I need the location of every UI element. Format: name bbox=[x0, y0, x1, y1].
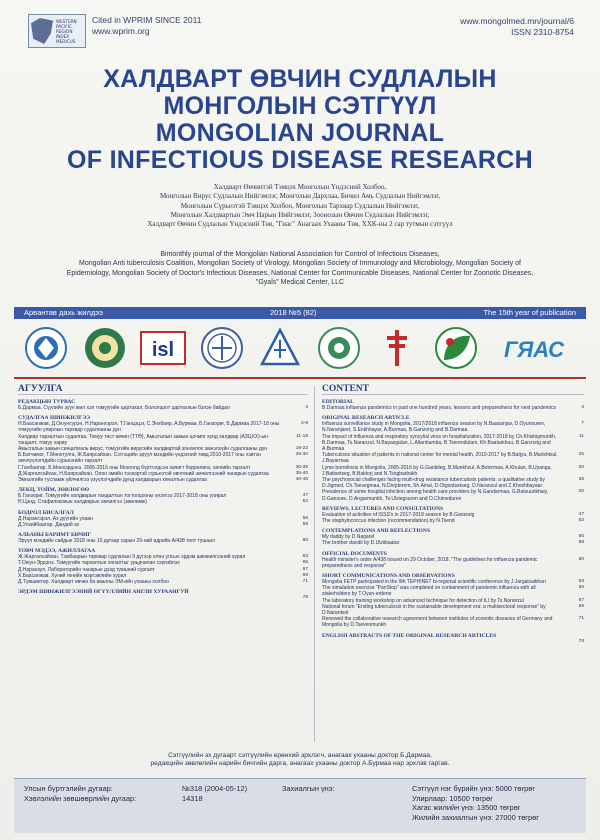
cited-info bbox=[92, 15, 201, 37]
toc-section-title: CONTEMPLATIONS AND REFLECTIONS bbox=[322, 528, 431, 535]
gyals-logo-text: ГЯАС bbox=[504, 337, 564, 362]
cited-text: Cited in WPRIM SINCE 2011 bbox=[92, 15, 202, 25]
toc-entry-title: Mongolia FETP participated in the 9th TEPHINET bi-regional scientific conference by J.Jargalsaikhan bbox=[322, 579, 546, 586]
sponsors-mn bbox=[40, 183, 560, 229]
toc-entry[interactable] bbox=[322, 639, 584, 645]
toc-entry[interactable] bbox=[322, 557, 584, 569]
toc-entry-page: 3 bbox=[581, 405, 584, 410]
toc-entry-title: Г.Ганбаатар, Б.Мөнхэрдэнэ. 2005-2016 оны Монголд бүртгэгдсэн хачигт боррелиоз, хачгийн тархалт bbox=[18, 464, 251, 471]
toc-entry[interactable] bbox=[322, 616, 584, 628]
price-list bbox=[412, 784, 539, 822]
cited-url[interactable]: www.wprim.org bbox=[92, 26, 150, 36]
wprim-logo-line: REGION bbox=[56, 28, 73, 34]
toc-entry-page: 11-18 bbox=[296, 433, 308, 439]
toc-entry[interactable] bbox=[322, 405, 584, 411]
registration-label: Улсын бүртгэлийн дугаар: bbox=[24, 784, 113, 793]
toc-section-title: REVIEWS, LECTURES AND CONSULTATIONS bbox=[322, 505, 444, 512]
wprim-logo-line: PACIFIC bbox=[56, 23, 72, 29]
footer-info bbox=[14, 778, 586, 833]
toc-entry-title: Д.Наранзул. Лабораторийн чанарын дээд түвшний сургалт bbox=[18, 566, 155, 573]
sponsors-en bbox=[30, 250, 570, 287]
anti-tb-logo bbox=[254, 325, 306, 371]
toc-entry-title: Lyme borreliosis in Mongolia, 2005-2016 by G.Ganbileg, B.Munkhzul, A.Bolormaa, A.Khulan, B.Uyanga, J.Battsetseg, B.Baldorj and N.Tsogbadrakh bbox=[322, 464, 552, 477]
toc-entry-page: 2-8 bbox=[301, 421, 308, 427]
toc-entry[interactable] bbox=[18, 579, 308, 585]
toc-entry[interactable] bbox=[322, 604, 584, 616]
toc-entry-title: Б.Батчимэг, Т.Мөнхтулга, Ж.Баярсайхан. Сэтгэцийн эрүүл мэндийн үндэсний төвд 2010-2017 оны хэвтэн эмчлүүлэгчдийн сүрьеэгийн тархалт bbox=[18, 452, 262, 465]
toc-entry-title: Renewed the collaborative research agreement between institutes of zoonotic diseases of Germany and Mongolia by D.Tsevenmunkh bbox=[322, 616, 553, 629]
price-item: Улирлаар: 10500 төгрөг bbox=[412, 793, 493, 803]
toc-entry-page: 47 bbox=[302, 493, 308, 499]
mongolian-association-logo bbox=[20, 325, 72, 371]
toc-entry-page: 40 bbox=[578, 489, 584, 495]
toc-entry-page: 63 bbox=[302, 554, 308, 560]
toc-section-title: СУДАЛГАА ШИНЖИЛГЭЭ bbox=[18, 415, 91, 422]
toc-section-title: OFFICIAL DOCUMENTS bbox=[322, 550, 387, 557]
toc-heading: АГУУЛГА bbox=[18, 384, 308, 395]
editors-note-line: редакцийн зөвлөлийн нарийн бичгийн дарга, анагаах ухааны доктор А.Бурмаа нар эрхлэв гаргав. bbox=[150, 760, 450, 768]
toc-section-title: EDITORIAL bbox=[322, 399, 354, 405]
toc-entry-page: 65 bbox=[302, 560, 308, 566]
virology-society-logo bbox=[79, 325, 131, 371]
toc-entry-page: 35 bbox=[578, 477, 584, 483]
sponsor-line: Халдварт Өвчинтэй Тэмцэх Монголын Үндэсний Холбоо, bbox=[213, 183, 387, 191]
toc-entry[interactable] bbox=[322, 585, 584, 597]
toc-entry-title bbox=[322, 639, 564, 645]
toc-entry-title: Health minister's order A/438 issued on 29 October, 2018. "The guidelines for influenza pandemic preparedness and response" bbox=[322, 556, 538, 569]
toc-entry-title: Д.Нарангэрэл. Ах дүүгийн ухаан bbox=[18, 515, 93, 522]
title-line: OF INFECTIOUS DISEASE RESEARCH bbox=[67, 146, 533, 174]
price-item: Жилийн захиалгын үнэ: 27000 төгрөг bbox=[412, 812, 539, 822]
toc-section-title: БОДРОЛ БИСАЛГАЛ bbox=[18, 509, 74, 516]
toc-entry-title: My daddy by D.Nagarel bbox=[322, 534, 375, 541]
subscription-label: Захиалгын үнэ: bbox=[282, 784, 335, 793]
toc-entry-title: Tuberculosis situation of patients in national center for mental health, 2010-2017 by B.Batjya, B.Munkhtsul, J.Bayarmaa bbox=[322, 452, 558, 465]
toc-entry-title: Б.Дармаа. Сүүлийн зуун жил хэл томуугийн цартахал, Бололцоот цартахлын бэлэн байдал bbox=[18, 405, 230, 411]
toc-entry[interactable] bbox=[322, 477, 584, 489]
toc-entry-title: Халдвар тархалтын судалгаа, Томуу төст өвчин (ТТӨ), Амьсгалын замын цочмог хүнд халдвар (АЗЦХХ)-ын тандалт, томуу хариу bbox=[18, 433, 268, 446]
toc-entry-page: 65 bbox=[578, 585, 584, 591]
toc-entry-title: Influenza surveillance study in Mongolia, 2017/2018 influenza season by N.Baasanjav, D.Oyunsuren, N.Naranjarel, S.Enkhbayar, A.Burmaa, B.Ganzorig and B.Darmaa bbox=[322, 421, 546, 434]
toc-entry[interactable] bbox=[18, 434, 308, 446]
toc-entry-page: 11 bbox=[579, 433, 584, 439]
toc-entry-title: Эмнэлгийн тусламж үйлчилгээ үзүүлэгчдийн дунд халдварын хяналтын судалгаа bbox=[18, 477, 207, 484]
toc-entry-page: 7 bbox=[581, 421, 584, 427]
toc-entry[interactable] bbox=[322, 434, 584, 453]
biblio-line: Epidemiology, Mongolian Society of Doctor's Infectious Diseases, National Center for Communicable Diseases, National Center for Zoonotic Diseases, bbox=[66, 269, 534, 277]
toc-entry-title: The simulation exercise "PanStop" was completed on containment of pandemic influenza with all stakeholders by T.Oyun-erdene bbox=[322, 585, 536, 598]
toc-entry-page: 30 bbox=[578, 464, 584, 470]
toc-entry-page: 52 bbox=[578, 518, 584, 524]
toc-entry-title: B.Darmaa Influenza pandemics in past one hundred years, lessons and preparedness for next pandemics bbox=[322, 405, 557, 411]
toc-entry-page: 3 bbox=[305, 405, 308, 410]
red-cross-logo bbox=[371, 325, 423, 371]
wprim-logo-line: INDEX bbox=[56, 33, 70, 39]
toc-section-title: ТОВЧ МЭДЭЭ, АЖИЛЛАГАА bbox=[18, 548, 96, 555]
toc-entry[interactable] bbox=[18, 477, 308, 483]
toc-entry-title: The brother dandil by D.Ulziibaatar bbox=[322, 540, 400, 547]
issn: ISSN 2310-8754 bbox=[511, 27, 574, 37]
toc-entry-page: 78 bbox=[302, 595, 308, 601]
issue-number: 2018 №5 (82) bbox=[270, 308, 317, 317]
biblio-line: Mongolian Anti tuberculosis Coalition, Mongolian Society of Virology, Mongolian Society of Immunology and Microbiology, Mongolian Society of bbox=[78, 260, 522, 268]
toc-entry-page: 25-30 bbox=[295, 452, 308, 458]
toc-entry-title: Д.Улзийбаатар. Дандий ах bbox=[18, 521, 80, 528]
toc-entry-page: 58 bbox=[302, 521, 308, 527]
toc-entry[interactable] bbox=[18, 499, 308, 505]
wprim-logo bbox=[28, 14, 86, 48]
partner-logos bbox=[14, 322, 586, 374]
toc-heading: CONTENT bbox=[322, 384, 584, 395]
journal-title bbox=[0, 66, 600, 174]
toc-entry-page: 69 bbox=[302, 572, 308, 578]
toc-entry[interactable] bbox=[18, 538, 308, 544]
certificate-value: 14318 bbox=[182, 793, 203, 803]
toc-entry-title: The psychosocial challenges facing multi-drug resistance tuberculosis patients: a qualitative study by D.Jigmed, Ch.Tsevegmaa, N.Dorjderem, Sh.Ainai, D.Otgontsetseg, D.Naranzul and Z.Khoshbayaar bbox=[322, 477, 545, 490]
toc-entry[interactable] bbox=[322, 489, 584, 501]
toc-entry-title: Т.Оюун-Эрдэнэ. Томуугийн тархалтын хяналтыг урьдчилан сэргийлэх bbox=[18, 560, 180, 567]
toc-entry-title: Эрүүл мэндийн сайдын 2018 оны 10 дугаар сарын 29-ний өдрийн А/438 тоот тушаал bbox=[18, 538, 215, 545]
sponsor-line: Монголын Халдвартын Эмч Нарын Нийгэмлэг, Зоонозын Өвчин Судлалын Нийгэмлэг, bbox=[170, 210, 430, 219]
toc-entry-page: 47 bbox=[578, 511, 584, 517]
sponsor-line: Монголын Сүрьеэтэй Тэмцэх Холбоо, Монголын Тархвар Судлалын Нийгэмлэг, bbox=[180, 201, 420, 210]
toc-entry-title: The impact of influenza and respiratory syncytial virus on hospitalization, 2017-2018 by Ch.Khishigmunkh, B.Darmaa, Ts.Naranzul, N.Bayasgalan, L.Altanbumba, B.Tserendulam, Kh.Baatarkhuu, B.Ganzorig and A.Burmaa bbox=[322, 433, 557, 453]
toc-entry[interactable] bbox=[322, 540, 584, 546]
toc-entry-page: 60 bbox=[578, 556, 584, 562]
immunology-society-logo bbox=[196, 325, 248, 371]
publication-year-label: The 15th year of publication bbox=[483, 308, 576, 317]
toc-entry-page: 35-40 bbox=[295, 470, 308, 476]
price-item: Хагас жилийн үнэ: 13500 төгрөг bbox=[412, 803, 521, 812]
toc-entry[interactable] bbox=[18, 595, 308, 601]
toc-entry-page: 56 bbox=[578, 534, 584, 540]
toc-entry[interactable] bbox=[18, 421, 308, 433]
toc-entry-page: 56 bbox=[302, 515, 308, 521]
toc-entry-page: 52 bbox=[302, 499, 308, 505]
toc-entry-page: 60 bbox=[302, 538, 308, 544]
editors-note-line: Сэтгүүлийн эх дугаарт сэтгүүлийн ерөнхий эрхлэгч, анагаах ухааны доктор Б.Дармаа, bbox=[168, 752, 432, 759]
biblio-line: "Gyals" Medical Center, LLC bbox=[255, 278, 345, 286]
toc-entry-page: 30-35 bbox=[295, 464, 308, 470]
title-line: MONGOLIAN JOURNAL bbox=[155, 119, 445, 147]
title-line: МОНГОЛЫН СЭТГҮҮЛ bbox=[163, 92, 437, 120]
registration-labels bbox=[24, 784, 136, 803]
certificate-label: Хэвлэлийн зөвшөөрлийн дугаар: bbox=[24, 793, 137, 803]
toc-entry-page: 58 bbox=[578, 540, 584, 546]
toc-entry-title: Evaluation of activities of ISSS's in 2017-2018 season by B.Ganzorig bbox=[322, 511, 475, 518]
toc-section-title: АЛБАНЫ БАРИМТ БИЧИГ bbox=[18, 532, 92, 539]
toc-entry-page: 40-46 bbox=[295, 477, 308, 483]
toc-section-title: SHORT COMMUNICATIONS AND OBSERVATIONS bbox=[322, 573, 455, 580]
toc-entry-page: 63 bbox=[578, 579, 584, 585]
toc-entry-title: Д.Түвшинтөр. Халдварт өвчин ба амьтны ЭМ-ийн ухааны холбоо bbox=[18, 579, 169, 586]
registration-values bbox=[182, 784, 247, 803]
toc-entry-title: Б.Ганзориг. Томуугийн халдварын тандалтын тогтолцооны үнэлгээ 2017-2018 оны улирал bbox=[18, 493, 227, 500]
toc-entry-page: 67 bbox=[578, 597, 584, 603]
toc-entry-title: The staphylococcus infection (recommendation) by N.Tsend bbox=[322, 518, 455, 525]
toc-entry[interactable] bbox=[18, 522, 308, 528]
toc-section-title: ЭРДЭМ ШИНЖИЛГЭЭНИЙ ӨГҮҮЛЛИЙН АНГЛИ ХУРААНГУЙ bbox=[18, 589, 189, 596]
toc-section-title: ЛЕКЦ, ТОЙМ, ЗӨВЛӨГӨӨ bbox=[18, 487, 90, 494]
toc-section-title: РЕДАКЦЫН ТУРВАС bbox=[18, 399, 76, 405]
price-item: Сэтгүүл нэг бүрийн үнэ: 5000 төгрөг bbox=[412, 784, 536, 793]
toc-entry-page: 71 bbox=[578, 616, 584, 622]
toc-entry-title: National forum "Ending tuberculosis in the sustainable development era: a multisectoral response" by D.Narantsol bbox=[322, 603, 546, 617]
divider bbox=[14, 377, 586, 379]
toc-entry[interactable] bbox=[322, 518, 584, 524]
region-map-icon bbox=[31, 18, 53, 44]
wprim-logo-line: WESTERN bbox=[56, 18, 77, 24]
green-leaf-logo bbox=[430, 325, 482, 371]
toc-section-title: ENGLISH ABSTRACTS OF THE ORIGINAL RESEARCH ARTICLES bbox=[322, 632, 497, 639]
toc-entry-page: 71 bbox=[302, 579, 308, 585]
toc-entry-title: Х.Баасанжав. Хүний генийн мэргэжлийн хурал bbox=[18, 572, 127, 579]
journal-url[interactable]: www.mongolmed.mn/journal/6 bbox=[460, 16, 574, 26]
toc-entry-title: Н.Баасанжав, Д.Оюунсүрэн, Н.Нарангэрэл, Т.Ганцэцэг, С.Энхбаяр, А.Бурмаа, Б.Ганзориг, Б.Дармаа 2017-18 оны томуугийн улирлын тархвар судалгааны дүн bbox=[18, 421, 280, 434]
toc-entry[interactable] bbox=[322, 452, 584, 464]
column-divider bbox=[314, 386, 315, 742]
issue-band bbox=[14, 307, 586, 319]
isl-logo-text: isl bbox=[151, 339, 175, 361]
toc-entry[interactable] bbox=[322, 465, 584, 477]
toc-entry-title bbox=[18, 595, 288, 601]
wprim-logo-line: MEDICUS bbox=[56, 38, 76, 44]
header-left bbox=[28, 14, 201, 48]
toc-entry[interactable] bbox=[18, 405, 308, 411]
isl-logo bbox=[137, 325, 189, 371]
toc-entry-title: Prevalence of some hospital infection among health care providers by N.Gandarmaa, G.Batsuurikhaiy, D.Gansure, D.Angarmunkh, Ts.Ulziegsuren and O.Chimeduren bbox=[322, 489, 549, 502]
toc-entry-title: Амьсгалын замын синцитиаль вирус, томуугийн вирусийн халдвартай зонхилох эмнэлзүйн судалгааны дүн bbox=[18, 446, 268, 453]
toc-entry-page: 25 bbox=[578, 452, 584, 458]
toc-entry-page: 78 bbox=[578, 638, 584, 644]
toc-entry-page: 67 bbox=[302, 566, 308, 572]
title-line: ХАЛДВАРТ ӨВЧИН СУДЛАЛЫН bbox=[103, 65, 497, 93]
toc-entry-page: 19-22 bbox=[295, 446, 308, 452]
toc-entry[interactable] bbox=[18, 452, 308, 464]
toc-entry-title: Ж.Жаргалсайхан. Тэмбаарын тархвар судлалын 9 дүгээр олон улсын эрдэм шинжилгээний хурал bbox=[18, 554, 246, 561]
wprim-logo-text bbox=[56, 19, 77, 44]
gyals-logo bbox=[488, 325, 580, 371]
volume-label: Арвантав дахь жилдээ bbox=[24, 308, 103, 317]
toc-entry-page: 69 bbox=[578, 603, 584, 609]
sponsor-line: Халдварт Өвчин Судлалын Үндэсний Төв, "Гиас" Анагаах Ухааны Төв, ХХК-ны 2 сар тутмын сэтгүүл bbox=[147, 220, 453, 229]
toc-entry-title: Н.Цэнд. Стафилококын халдварын эмчилгээ (зөвлөмж) bbox=[18, 499, 147, 506]
toc-entry-title: Д.Жаргалсайхан, Н.Баярсайхан. Олон эмийн тэсвэртэй сүрьеэтэй өвчтөний эмчилгээний чанарын судалгаа bbox=[18, 470, 269, 477]
toc-entry[interactable] bbox=[322, 421, 584, 433]
toc-entry-title: The laboratory training workshop on advanced technique for detection of ILI by Ts.Naranzul bbox=[322, 597, 524, 604]
ncz-logo bbox=[313, 325, 365, 371]
registration-value: №318 (2004-05-12) bbox=[182, 784, 248, 793]
editors-note bbox=[0, 752, 600, 768]
sponsor-line: Монголын Вирус Судлалын Нийгэмлэг, Монголын Дархлаа, Бичил Амь Судлалын Нийгэмлэг, bbox=[159, 192, 441, 201]
header-right bbox=[460, 16, 574, 38]
toc-english bbox=[322, 384, 584, 645]
toc-mongolian bbox=[18, 384, 308, 601]
biblio-line: Bimonthly journal of the Mongolian National Association for Control of Infectious Diseases, bbox=[160, 251, 440, 258]
toc-section-title: ORIGINAL RESEARCH ARTICLE bbox=[322, 415, 410, 422]
